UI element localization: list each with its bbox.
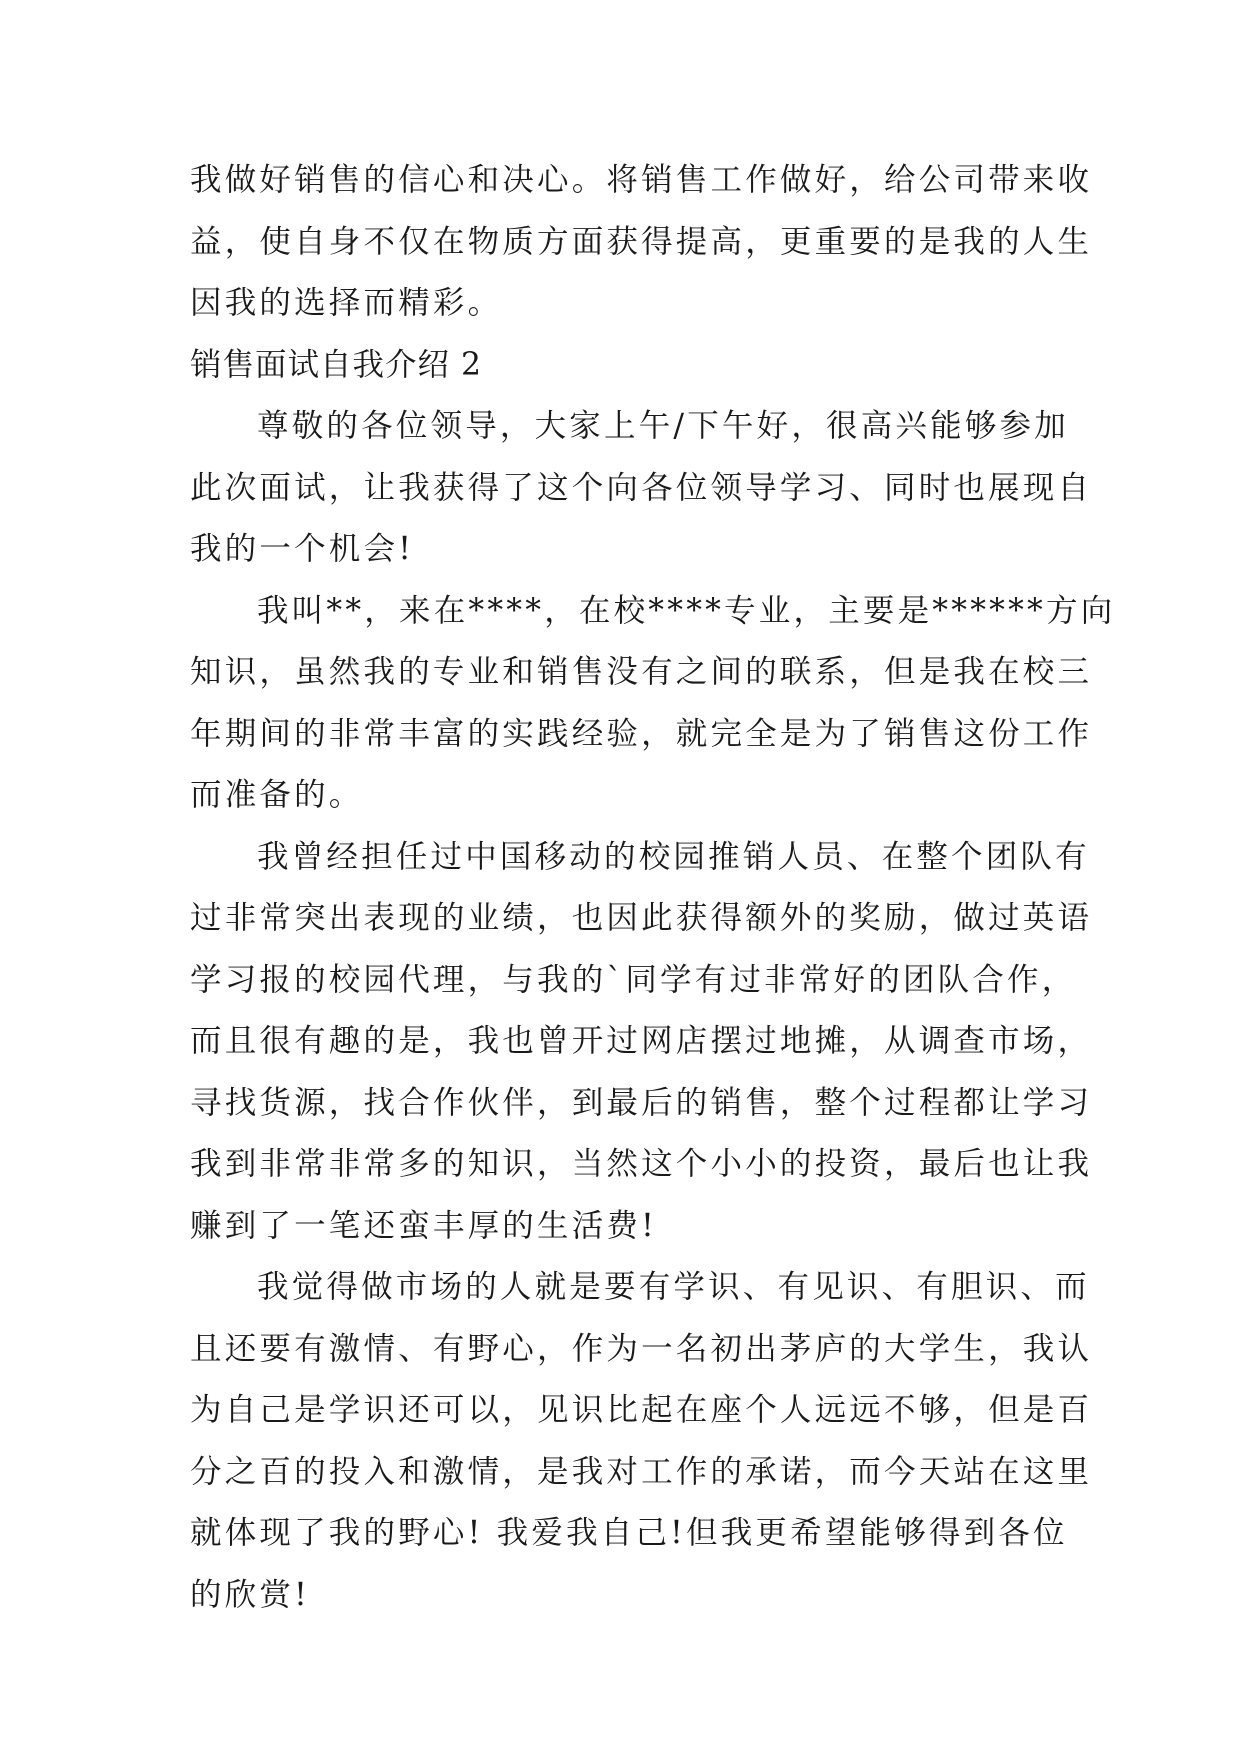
text-line: 赚到了一笔还蛮丰厚的生活费! — [190, 1207, 657, 1244]
continuation-paragraph — [190, 150, 1093, 335]
text-line: 我做好销售的信心和决心。将销售工作做好，给公司带来收 — [190, 162, 1093, 198]
text-line: 我叫**，来在****，在校****专业，主要是******方向 — [257, 592, 1116, 629]
text-line: 我曾经担任过中国移动的校园推销人员、在整个团队有 — [257, 838, 1090, 875]
text-line: 过非常突出表现的业绩，也因此获得额外的奖励，做过英语 — [190, 900, 1093, 936]
paragraph-greeting — [190, 396, 1093, 581]
text-line: 年期间的非常丰富的实践经验，就完全是为了销售这份工作 — [190, 715, 1093, 752]
text-line: 的欣赏! — [190, 1576, 310, 1613]
paragraph-conclusion — [190, 1257, 1093, 1626]
paragraph-introduction — [190, 581, 1116, 827]
text-line: 分之百的投入和激情，是我对工作的承诺，而今天站在这里 — [190, 1453, 1093, 1490]
text-line: 尊敬的各位领导，大家上午/下午好，很高兴能够参加 — [257, 408, 1069, 444]
text-line: 因我的选择而精彩。 — [190, 285, 503, 321]
document-body — [190, 150, 1116, 1626]
text-line: 我觉得做市场的人就是要有学识、有见识、有胆识、而 — [257, 1269, 1090, 1305]
paragraph-experience — [190, 827, 1093, 1258]
text-line: 益，使自身不仅在物质方面获得提高，更重要的是我的人生 — [190, 223, 1093, 260]
text-line: 而准备的。 — [190, 777, 364, 813]
text-line: 且还要有激情、有野心，作为一名初出茅庐的大学生，我认 — [190, 1330, 1093, 1367]
text-line: 我的一个机会! — [190, 531, 415, 567]
text-line: 寻找货源，找合作伙伴，到最后的销售，整个过程都让学习 — [190, 1084, 1093, 1121]
section-title: 销售面试自我介绍 2 — [190, 346, 483, 383]
text-line: 此次面试，让我获得了这个向各位领导学习、同时也展现自 — [190, 469, 1093, 506]
text-line: 为自己是学识还可以，见识比起在座个人远远不够，但是百 — [190, 1392, 1093, 1428]
text-line: 就体现了我的野心! 我爱我自己!但我更希望能够得到各位 — [190, 1515, 1068, 1551]
text-line: 我到非常非常多的知识，当然这个小小的投资，最后也让我 — [190, 1146, 1093, 1182]
text-line: 而且很有趣的是，我也曾开过网店摆过地摊，从调查市场， — [190, 1023, 1093, 1059]
text-line: 学习报的校园代理，与我的`同学有过非常好的团队合作， — [190, 961, 1077, 998]
text-line: 知识，虽然我的专业和销售没有之间的联系，但是我在校三 — [190, 654, 1093, 690]
